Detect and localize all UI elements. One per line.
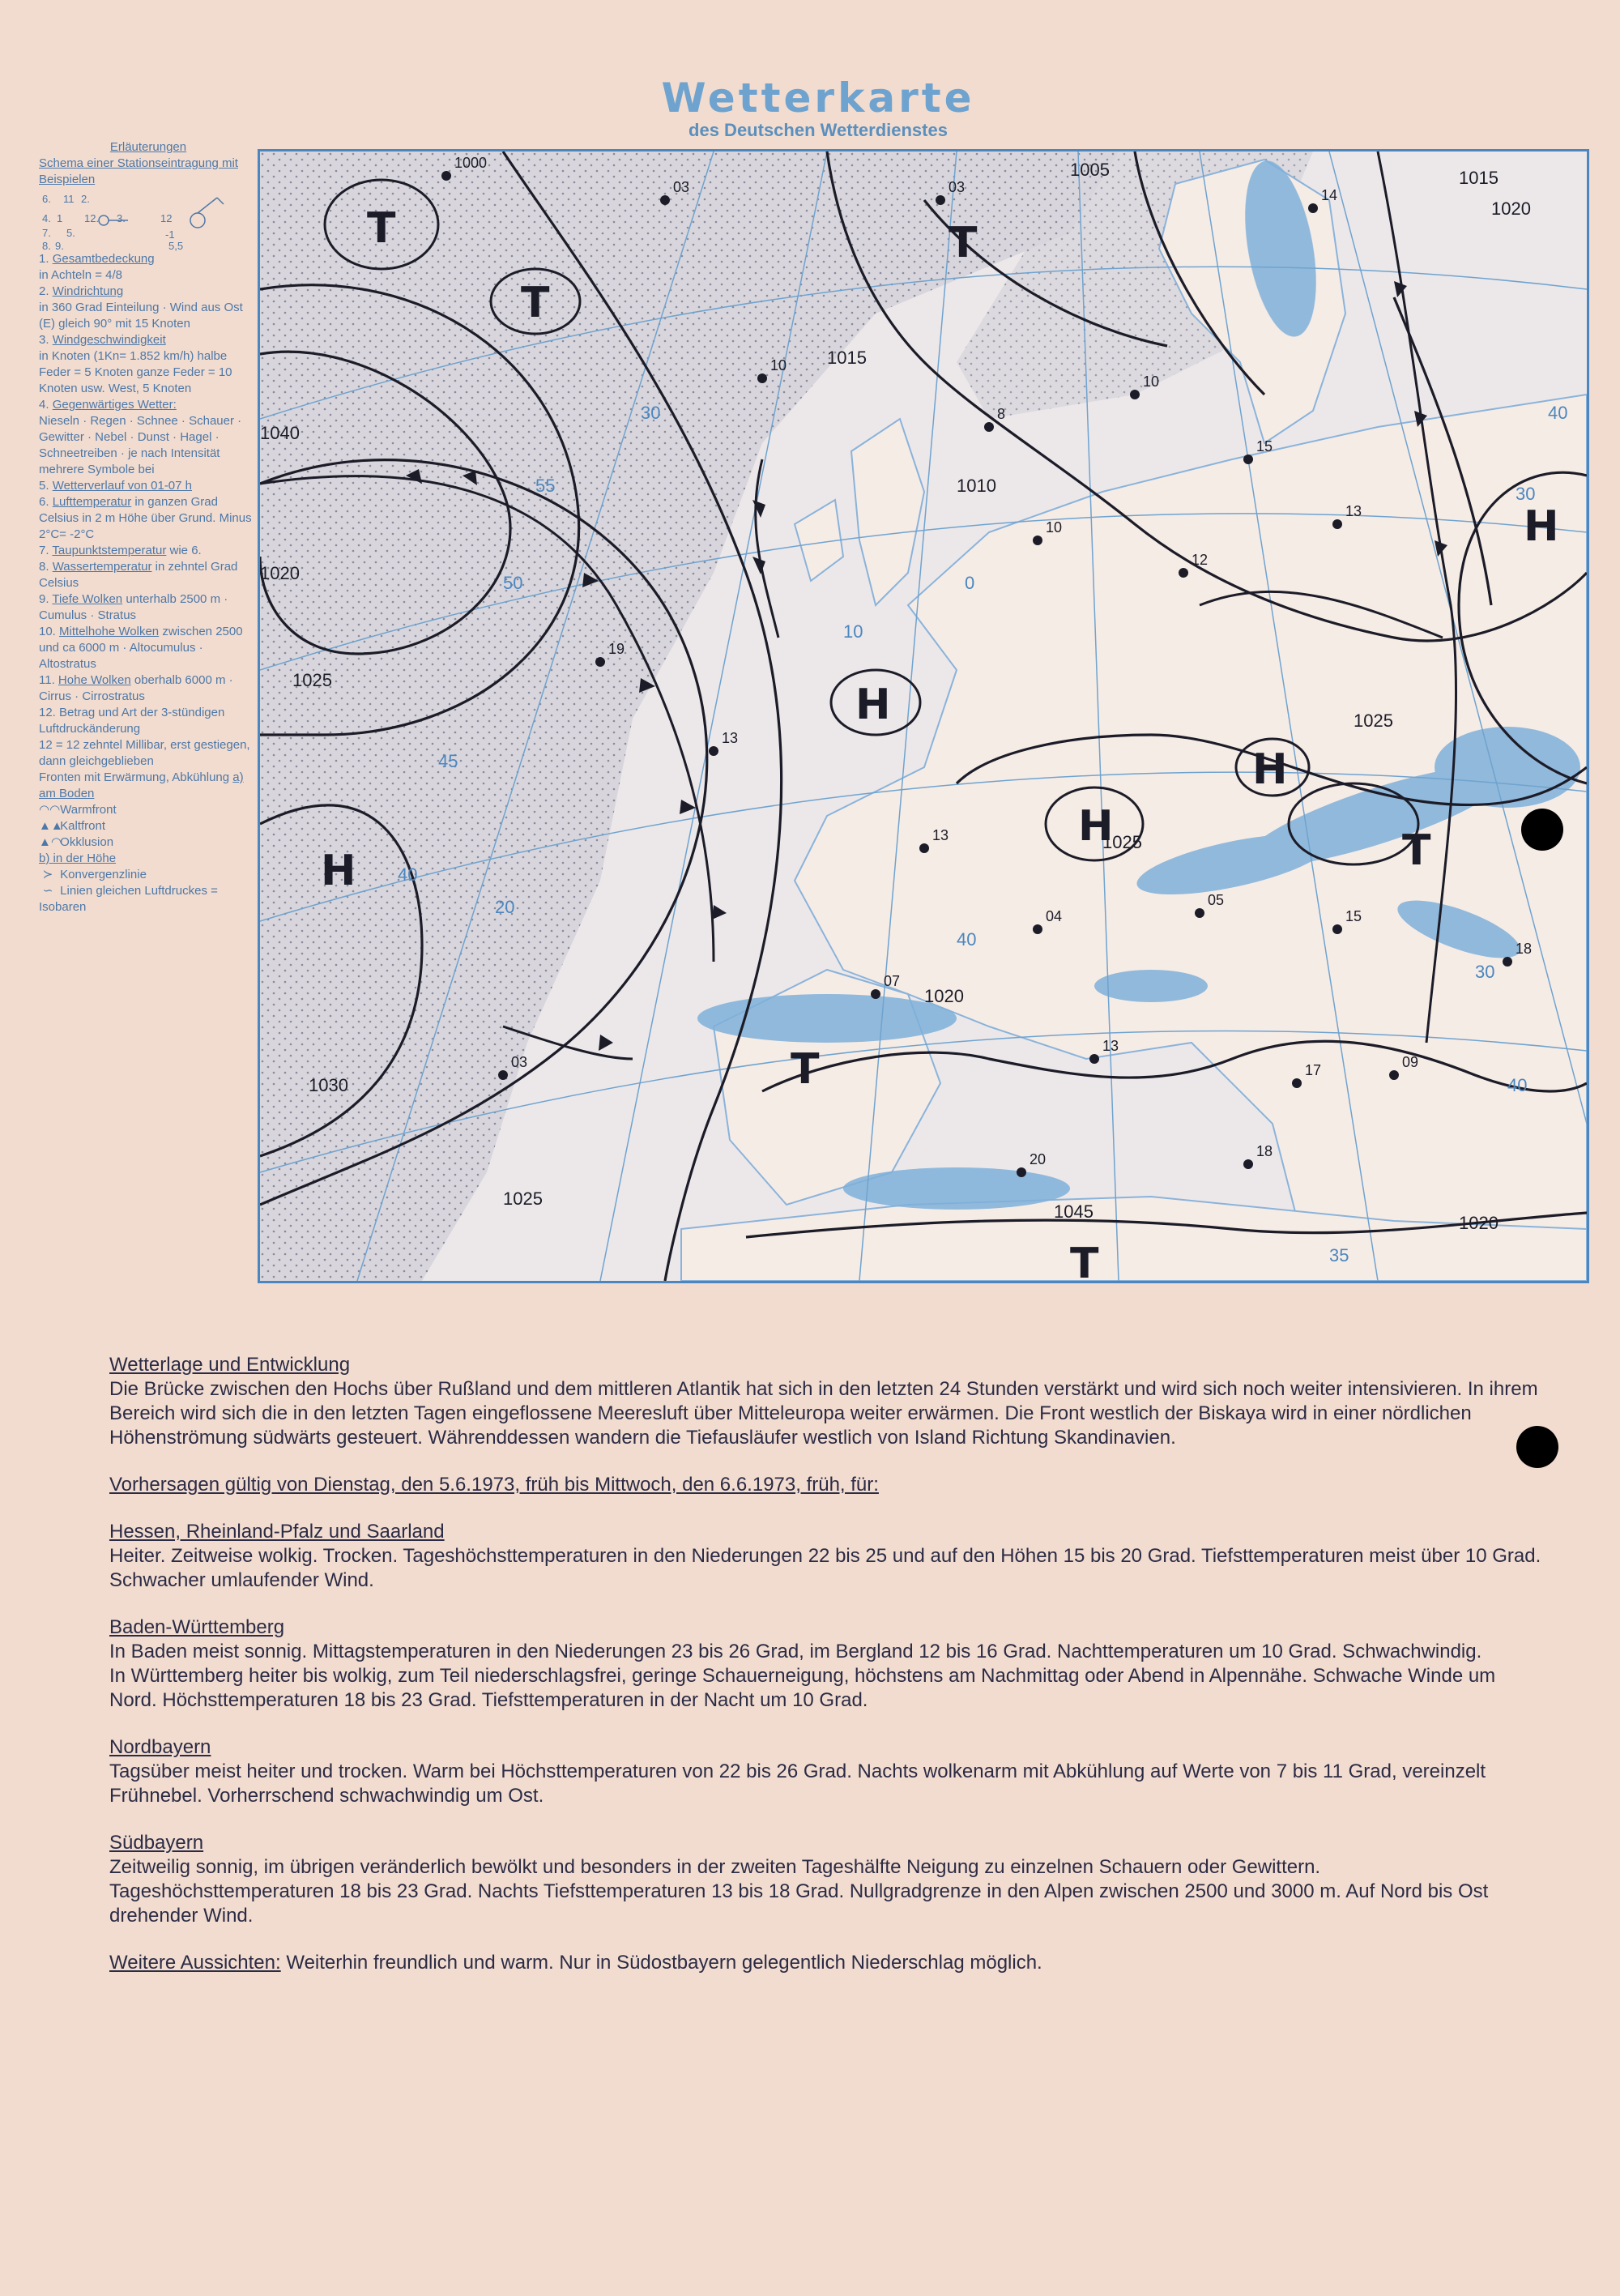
legend-item-2: 2. Windrichtung in 360 Grad Einteilung · Wind aus Ost (E) gleich 90° mit 15 Knoten — [39, 284, 243, 331]
svg-text:18: 18 — [1516, 941, 1533, 957]
region-name: Südbayern — [109, 1832, 204, 1854]
svg-text:0: 0 — [965, 573, 975, 593]
svg-text:13: 13 — [1345, 503, 1362, 519]
svg-text:-1: -1 — [165, 228, 175, 241]
svg-text:19: 19 — [608, 641, 625, 657]
page-subtitle: des Deutschen Wetterdienstes — [688, 120, 948, 140]
low-center: T — [1070, 1240, 1099, 1281]
svg-text:10: 10 — [1046, 519, 1063, 536]
svg-text:12: 12 — [160, 212, 173, 224]
legend-item-6: 6. Lufttemperatur in ganzen Grad Celsius in 2 m Höhe über Grund. Minus 2°C= -2°C — [39, 495, 252, 541]
legend-schema: Schema einer Stationseintragung mit Beispielen — [39, 156, 238, 186]
svg-text:15: 15 — [1256, 438, 1273, 455]
legend-item-7: 7. Taupunktstemperatur wie 6. — [39, 544, 202, 557]
legend-fronts-height: b) in der Höhe — [39, 851, 117, 865]
legend-item-4: 4. Gegenwärtiges Wetter: Nieseln · Regen · Schnee · Schauer · Gewitter · Nebel · Dunst · Hagel · Schneetreiben · je nach Intensität mehrere Symbole bei — [39, 398, 242, 476]
svg-text:1045: 1045 — [1054, 1201, 1094, 1222]
svg-text:1020: 1020 — [1491, 198, 1531, 219]
legend-item-8: 8. Wassertemperatur in zehntel Grad Celsius — [39, 560, 238, 590]
region-name: Nordbayern — [109, 1736, 211, 1758]
low-center: T — [367, 204, 396, 253]
legend-convergence: ≻ Konvergenzlinie — [39, 867, 258, 883]
legend-items — [39, 251, 258, 915]
svg-text:4.: 4. — [42, 212, 51, 224]
forecast-text — [109, 1353, 1543, 1998]
svg-text:5.: 5. — [66, 227, 75, 239]
svg-text:1030: 1030 — [309, 1075, 348, 1095]
svg-text:20: 20 — [1030, 1151, 1047, 1167]
legend-item-9: 9. Tiefe Wolken unterhalb 2500 m · Cumulus · Stratus — [39, 592, 228, 622]
svg-text:6.: 6. — [42, 193, 51, 205]
svg-text:1020: 1020 — [260, 563, 300, 583]
region-suedbayern — [109, 1831, 1543, 1928]
legend-front-occlusion: ▲◠ Okklusion — [39, 835, 114, 849]
legend-item-11: 11. Hohe Wolken oberhalb 6000 m · Cirrus · Cirrostratus — [39, 673, 233, 703]
high-center: H — [1252, 745, 1288, 794]
svg-text:04: 04 — [1046, 908, 1063, 924]
svg-text:03: 03 — [949, 179, 966, 195]
weather-map-canvas — [260, 152, 1587, 1281]
region-body: In Württemberg heiter bis wolkig, zum Teil niederschlagsfrei, geringe Schauerneigung, höchstens am Nachmittag oder Abend in Alpennähe. Schwache Winde um Nord. Höchsttemperaturen 18 bis 23 Grad. Tiefsttemperaturen in der Nacht um 10 Grad. — [109, 1665, 1496, 1711]
region-body: Tagsüber meist heiter und trocken. Warm bei Höchsttemperaturen von 22 bis 26 Grad. Nachts wolkenarm mit Abkühlung auf Werte von 7 bis 11 Grad, vereinzelt Frühnebel. Vorherrschend schwachwindig um Ost. — [109, 1760, 1486, 1807]
svg-text:30: 30 — [1475, 962, 1495, 982]
legend-heading: Erläuterungen — [109, 140, 187, 154]
svg-text:8: 8 — [997, 406, 1006, 422]
region-body: Heiter. Zeitweise wolkig. Trocken. Tageshöchsttemperaturen in den Niederungen 22 bis 25 und auf den Höhen 15 bis 20 Grad. Tiefsttemperaturen meist über 10 Grad. Schwacher umlaufender Wind. — [109, 1545, 1541, 1591]
forecast-heading: Vorhersagen gültig von Dienstag, den 5.6.1973, früh bis Mittwoch, den 6.6.1973, früh, für: — [109, 1474, 879, 1496]
svg-text:55: 55 — [535, 476, 556, 496]
punch-hole — [1521, 809, 1563, 851]
svg-text:8.: 8. — [42, 240, 51, 251]
weather-map — [258, 149, 1589, 1283]
high-center: H — [1078, 802, 1114, 851]
svg-text:40: 40 — [1507, 1075, 1528, 1095]
svg-text:10: 10 — [1143, 373, 1160, 390]
svg-text:40: 40 — [398, 864, 418, 885]
region-name: Hessen, Rheinland-Pfalz und Saarland — [109, 1521, 445, 1543]
high-center: H — [321, 847, 356, 895]
svg-text:10: 10 — [770, 357, 787, 373]
region-hessen — [109, 1520, 1543, 1593]
region-baden-wuerttemberg — [109, 1615, 1543, 1713]
legend-front-warm: ◠◠ Warmfront — [39, 803, 117, 817]
isobar-icon: ∽ — [42, 884, 53, 898]
svg-text:1015: 1015 — [827, 348, 867, 368]
svg-text:7.: 7. — [42, 227, 51, 239]
region-nordbayern — [109, 1735, 1543, 1808]
svg-text:05: 05 — [1208, 892, 1225, 908]
warm-front-icon: ◠◠ — [39, 803, 61, 817]
legend-fronts-heading: Fronten mit Erwärmung, Abkühlung a) am Boden — [39, 770, 244, 800]
svg-text:07: 07 — [884, 973, 901, 989]
aussichten-heading: Weitere Aussichten: — [109, 1952, 281, 1974]
svg-text:1025: 1025 — [292, 670, 332, 690]
svg-text:1: 1 — [57, 212, 63, 224]
svg-text:09: 09 — [1402, 1054, 1419, 1070]
cold-front-icon: ▲▲ — [39, 819, 63, 833]
legend-item-3: 3. Windgeschwindigkeit in Knoten (1Kn= 1.852 km/h) halbe Feder = 5 Knoten ganze Feder = 10 Knoten usw. West, 5 Knoten — [39, 333, 232, 395]
legend-item-5: 5. Wetterverlauf von 01-07 h — [39, 479, 193, 493]
svg-text:18: 18 — [1256, 1143, 1273, 1159]
svg-text:1005: 1005 — [1070, 160, 1110, 180]
svg-text:12.: 12. — [84, 212, 100, 224]
high-center: H — [855, 681, 891, 729]
svg-text:1025: 1025 — [1354, 711, 1393, 731]
wetterlage-heading: Wetterlage und Entwicklung — [109, 1354, 351, 1376]
svg-text:10: 10 — [843, 621, 863, 642]
svg-text:1010: 1010 — [957, 476, 996, 496]
svg-text:1015: 1015 — [1459, 168, 1498, 188]
region-name: Baden-Württemberg — [109, 1616, 285, 1638]
svg-text:03: 03 — [673, 179, 690, 195]
svg-text:9.: 9. — [55, 240, 64, 251]
svg-text:13: 13 — [1102, 1038, 1119, 1054]
svg-text:1000: 1000 — [454, 155, 488, 171]
legend-isobars: ∽ Linien gleichen Luftdruckes = Isobaren — [39, 884, 218, 914]
svg-text:40: 40 — [957, 929, 977, 950]
svg-text:17: 17 — [1305, 1062, 1322, 1078]
svg-text:5,5: 5,5 — [168, 240, 184, 251]
convergence-icon: ≻ — [42, 868, 53, 881]
svg-text:1020: 1020 — [1459, 1213, 1498, 1233]
svg-text:14: 14 — [1321, 187, 1338, 203]
svg-text:3.: 3. — [117, 212, 126, 224]
svg-text:03: 03 — [511, 1054, 528, 1070]
svg-text:13: 13 — [722, 730, 739, 746]
svg-text:11: 11 — [63, 193, 75, 205]
legend-item-10: 10. Mittelhohe Wolken zwischen 2500 und ca 6000 m · Altocumulus · Altostratus — [39, 625, 243, 671]
svg-text:20: 20 — [495, 897, 515, 917]
legend-station-example — [39, 188, 258, 251]
low-center: T — [521, 279, 550, 327]
svg-text:35: 35 — [1329, 1245, 1349, 1265]
low-center: T — [791, 1045, 820, 1094]
low-center: T — [1402, 826, 1431, 875]
aussichten — [109, 1951, 1543, 1975]
station-model-icon — [39, 188, 258, 251]
legend — [39, 139, 258, 915]
svg-text:15: 15 — [1345, 908, 1362, 924]
occlusion-icon: ▲◠ — [39, 835, 62, 849]
svg-text:1020: 1020 — [924, 986, 964, 1006]
low-center: T — [949, 219, 978, 267]
svg-text:1025: 1025 — [503, 1189, 543, 1209]
svg-text:50: 50 — [503, 573, 523, 593]
svg-text:13: 13 — [932, 827, 949, 843]
svg-text:1040: 1040 — [260, 423, 300, 443]
svg-text:30: 30 — [641, 403, 661, 423]
svg-text:45: 45 — [438, 751, 458, 771]
svg-text:12: 12 — [1192, 552, 1209, 568]
svg-text:40: 40 — [1548, 403, 1568, 423]
page-title: Wetterkarte — [661, 75, 975, 122]
region-body: In Baden meist sonnig. Mittagstemperaturen in den Niederungen 23 bis 26 Grad, im Bergland 12 bis 16 Grad. Nachttemperaturen um 10 Grad. Schwachwindig. — [109, 1641, 1482, 1662]
legend-item-1: 1. Gesamtbedeckung in Achteln = 4/8 — [39, 252, 155, 282]
region-body: Zeitweilig sonnig, im übrigen veränderlich bewölkt und besonders in der zweiten Tageshälfte Neigung zu einzelnen Schauern oder Gewittern. Tageshöchsttemperaturen 18 bis 23 Grad. Nachts Tiefsttemperaturen 13 bis 18 Grad. Nullgradgrenze in den Alpen zwischen 2500 und 3000 m. Auf Nord bis Ost drehender Wind. — [109, 1856, 1489, 1927]
high-center: H — [1524, 502, 1559, 551]
wetterlage-body: Die Brücke zwischen den Hochs über Rußland und dem mittleren Atlantik hat sich in den letzten 24 Stunden verstärkt und wird sich noch weiter intensivieren. In ihrem Bereich wird sich die in den letzten Tagen eingeflossene Meeresluft über Mitteleuropa weiter erwärmen. Die Front westlich der Biskaya wird in einer nördlichen Höhenströmung südwärts gesteuert. Währenddessen wandern die Tiefausläufer westlich von Island Richtung Skandinavien. — [109, 1378, 1538, 1449]
svg-text:30: 30 — [1516, 484, 1536, 504]
svg-text:1025: 1025 — [1102, 832, 1142, 852]
aussichten-body: Weiterhin freundlich und warm. Nur in Südostbayern gelegentlich Niederschlag möglich. — [286, 1952, 1042, 1974]
svg-text:2.: 2. — [81, 193, 90, 205]
legend-item-12: 12. Betrag und Art der 3-stündigen Luftdruckänderung 12 = 12 zehntel Millibar, erst gestiegen, dann gleichgeblieben — [39, 706, 250, 768]
legend-front-cold: ▲▲ Kaltfront — [39, 819, 106, 833]
